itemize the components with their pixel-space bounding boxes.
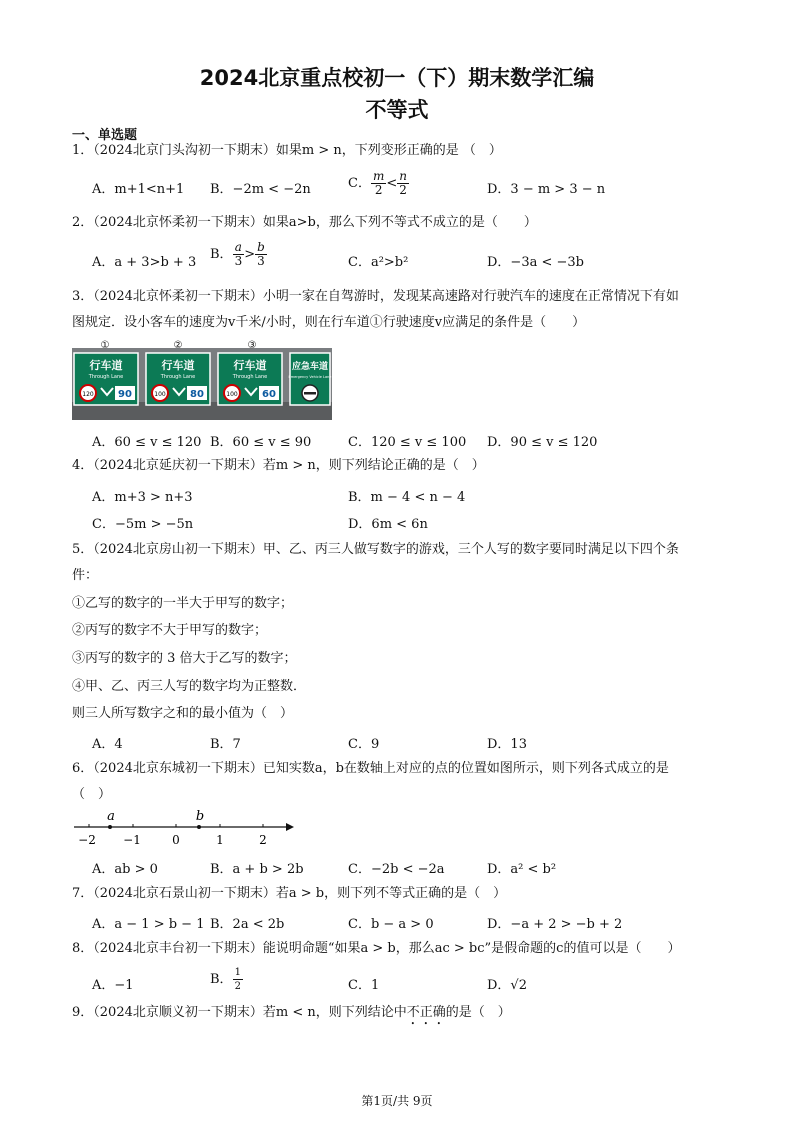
sign-3-max-speed: 100 — [226, 391, 238, 398]
question-1-stem: 1．（2024北京门头沟初一下期末）如果m > n，下列变形正确的是 （ ） — [72, 143, 502, 158]
q1-option-c-label: C． — [348, 176, 371, 191]
q2-option-b — [210, 241, 267, 268]
q1-option-a: A．m+1<n+1 — [92, 182, 185, 197]
fraction-numerator: n — [399, 169, 407, 183]
question-5-condition-1: ①乙写的数字的一半大于甲写的数字； — [72, 596, 294, 611]
q5-option-a: A．4 — [92, 737, 123, 752]
fraction-denominator: 3 — [234, 254, 243, 268]
sign-1-min-speed: 90 — [118, 389, 132, 400]
question-9-emphasis: 不正确 — [406, 1005, 446, 1020]
q2-option-a: A．a + 3>b + 3 — [92, 255, 197, 270]
question-5-condition-2: ②丙写的数字不大于甲写的数字； — [72, 623, 268, 638]
q4-option-c: C．−5m > −5n — [92, 517, 194, 532]
sign-3-number: ③ — [247, 340, 257, 351]
q4-option-b: B．m − 4 < n − 4 — [348, 490, 466, 505]
axis-arrow-icon — [286, 823, 294, 831]
fraction — [233, 966, 243, 993]
page-footer: 第1页/共 9页 — [361, 1094, 433, 1108]
question-5-line-2: 件： — [72, 568, 99, 583]
question-5-line-1: 5．（2024北京房山初一下期末）甲、乙、丙三人做写数字的游戏，三个人写的数字要同时满足以下四个条 — [72, 542, 679, 557]
tick-label-minus-1: −1 — [123, 833, 141, 847]
fraction — [255, 241, 267, 268]
tick-label-2: 2 — [259, 833, 267, 847]
q8-option-a: A．−1 — [92, 978, 134, 993]
sign-3-min-speed: 60 — [262, 389, 276, 400]
q5-option-d: D．13 — [487, 737, 527, 752]
sign-1-max-speed: 120 — [82, 391, 94, 398]
question-3-line-1: 3．（2024北京怀柔初一下期末）小明一家在自驾游时，发现某高速路对行驶汽车的速度在正常情况下有如 — [72, 289, 679, 304]
question-9-stem-end: 的是（ ） — [445, 1005, 511, 1020]
point-a-label: a — [107, 809, 115, 824]
question-5-ask: 则三人所写数字之和的最小值为（ ） — [72, 706, 294, 721]
no-entry-bar — [304, 392, 316, 395]
fraction — [397, 170, 409, 197]
question-7-stem: 7．（2024北京石景山初一下期末）若a > b，则下列不等式正确的是（ ） — [72, 886, 507, 901]
fraction — [233, 241, 245, 268]
question-6-line-2: （ ） — [72, 787, 112, 802]
question-2-stem: 2．（2024北京怀柔初一下期末）如果a>b，那么下列不等式不成立的是（ ） — [72, 215, 537, 230]
sign-emergency-subtitle: Emergency Vehicle Lane — [288, 375, 332, 379]
question-5-condition-3: ③丙写的数字的 3 倍大于乙写的数字； — [72, 651, 297, 666]
q1-option-b: B．−2m < −2n — [210, 182, 311, 197]
question-4-stem: 4．（2024北京延庆初一下期末）若m > n，则下列结论正确的是（ ） — [72, 458, 485, 473]
point-b-dot — [197, 825, 201, 829]
fraction-numerator: a — [233, 241, 245, 255]
question-8-stem: 8．（2024北京丰台初一下期末）能说明命题“如果a > b，那么ac > bc”是假命题的c的值可以是（ ） — [72, 941, 681, 956]
fraction-denominator: 2 — [374, 183, 383, 197]
q6-option-b: B．a + b > 2b — [210, 862, 304, 877]
q8-option-c: C．1 — [348, 978, 380, 993]
q4-option-d: D．6m < 6n — [348, 517, 428, 532]
q3-option-b: B．60 ≤ v ≤ 90 — [210, 435, 312, 450]
q2-option-c: C．a²>b² — [348, 255, 409, 270]
q6-option-d: D．a² < b² — [487, 862, 557, 877]
question-3-line-2: 图规定．设小客车的速度为v千米/小时，则在行车道①行驶速度v应满足的条件是（ ） — [72, 315, 586, 330]
fraction-numerator: 1 — [234, 967, 241, 978]
q2-option-b-label: B． — [210, 247, 233, 262]
q5-option-c: C．9 — [348, 737, 380, 752]
q8-option-b — [210, 966, 243, 993]
page-subtitle: 不等式 — [365, 98, 429, 122]
q1-option-d: D．3 − m > 3 − n — [487, 182, 606, 197]
q4-option-a: A．m+3 > n+3 — [92, 490, 193, 505]
sign-2-max-speed: 100 — [154, 391, 166, 398]
q2-option-d: D．−3a < −3b — [487, 255, 584, 270]
sign-2-title: 行车道 — [161, 359, 195, 372]
question-5-condition-4: ④甲、乙、丙三人写的数字均为正整数． — [72, 679, 307, 694]
q3-option-d: D．90 ≤ v ≤ 120 — [487, 435, 598, 450]
relation-sign: < — [386, 176, 398, 191]
sign-2-min-speed: 80 — [190, 389, 204, 400]
page-title: 2024北京重点校初一（下）期末数学汇编 — [199, 66, 595, 90]
fraction-numerator: m — [372, 169, 385, 183]
q1-option-c — [348, 170, 409, 197]
sign-1-title: 行车道 — [89, 359, 123, 372]
q8-option-d: D．√2 — [487, 978, 527, 993]
sign-1-subtitle: Through Lane — [88, 374, 124, 380]
q7-option-a: A．a − 1 > b − 1 — [92, 917, 205, 932]
q6-option-a: A．ab > 0 — [92, 862, 158, 877]
sign-3-title: 行车道 — [233, 359, 267, 372]
q3-option-a: A．60 ≤ v ≤ 120 — [92, 435, 202, 450]
number-line-figure — [72, 808, 302, 850]
sign-3-subtitle: Through Lane — [232, 374, 268, 380]
fraction-denominator: 2 — [399, 183, 407, 197]
tick-label-1: 1 — [216, 833, 224, 847]
sign-1-number: ① — [100, 340, 110, 351]
tick-label-0: 0 — [172, 833, 180, 847]
point-b-label: b — [195, 809, 205, 824]
q7-option-c: C．b − a > 0 — [348, 917, 434, 932]
fraction — [371, 170, 386, 197]
q3-option-c: C．120 ≤ v ≤ 100 — [348, 435, 467, 450]
q7-option-b: B．2a < 2b — [210, 917, 285, 932]
question-9-stem-start: 9．（2024北京顺义初一下期末）若m < n，则下列结论中 — [72, 1005, 407, 1020]
section-heading: 一、单选题 — [72, 128, 138, 143]
question-6-line-1: 6．（2024北京东城初一下期末）已知实数a，b在数轴上对应的点的位置如图所示，则下列各式成立的是 — [72, 761, 669, 776]
point-a-dot — [108, 825, 112, 829]
sign-2-subtitle: Through Lane — [160, 374, 196, 380]
fraction-denominator: 3 — [257, 254, 265, 268]
relation-sign: > — [244, 247, 256, 262]
fraction-denominator: 2 — [234, 981, 241, 992]
road-signs-image — [72, 340, 332, 420]
q5-option-b: B．7 — [210, 737, 241, 752]
sign-emergency-title: 应急车道 — [291, 362, 329, 372]
q7-option-d: D．−a + 2 > −b + 2 — [487, 917, 623, 932]
q8-option-b-label: B． — [210, 972, 233, 987]
q6-option-c: C．−2b < −2a — [348, 862, 445, 877]
fraction-numerator: b — [257, 240, 265, 254]
sign-2-number: ② — [173, 340, 183, 351]
tick-label-minus-2: −2 — [78, 833, 96, 847]
sign-emergency — [289, 353, 332, 405]
question-9-stem — [72, 1004, 511, 1028]
